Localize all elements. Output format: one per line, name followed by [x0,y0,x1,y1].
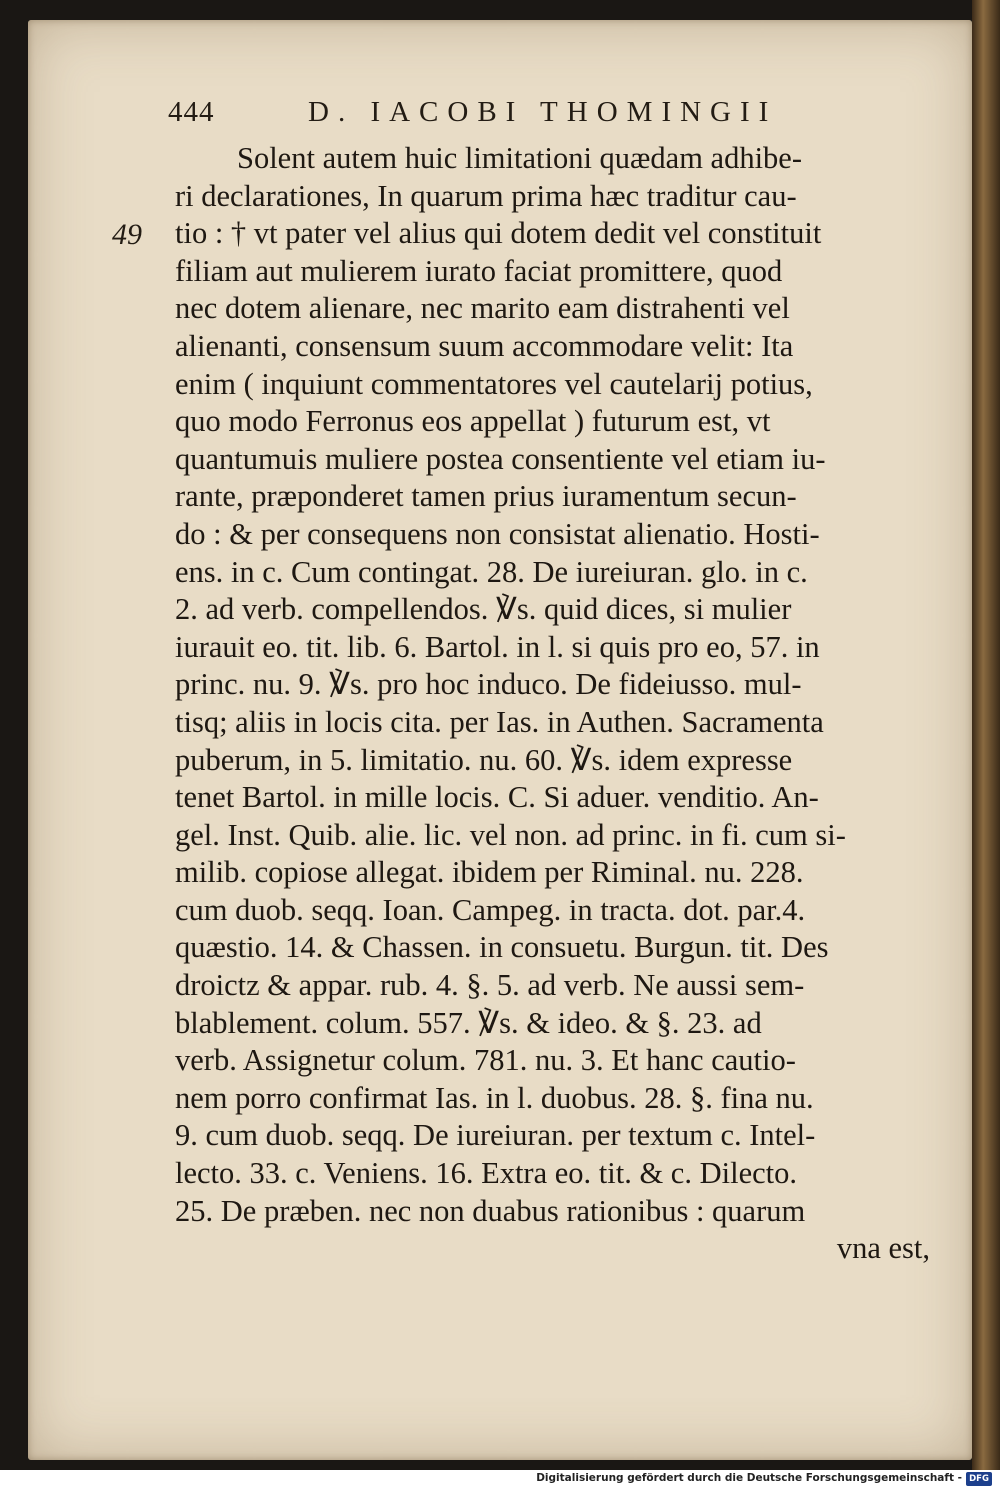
catchword: vna est, [836,1231,930,1266]
running-head [168,96,888,136]
text-line: nec dotem alienare, nec marito eam distrahenti vel [175,291,790,326]
header-title: D. IACOBI THOMINGII [308,96,778,128]
text-line: tenet Bartol. in mille locis. C. Si aduer. venditio. An- [175,780,819,815]
text-line: princ. nu. 9. ℣s. pro hoc induco. De fideiusso. mul- [175,667,802,702]
text-line: tio : † vt pater vel alius qui dotem dedit vel constituit [175,216,822,251]
text-line: droictz & appar. rub. 4. §. 5. ad verb. Ne aussi sem- [175,968,805,1003]
text-line: Solent autem huic limitationi quædam adhibe- [237,141,802,175]
text-line: 9. cum duob. seqq. De iureiuran. per textum c. Intel- [175,1118,816,1153]
text-line: puberum, in 5. limitatio. nu. 60. ℣s. idem expresse [175,742,793,777]
dfg-logo-icon: DFG [966,1472,992,1486]
text-line: tisq; aliis in locis cita. per Ias. in Authen. Sacramenta [175,704,824,739]
text-line: enim ( inquiunt commentatores vel cautelarij potius, [175,366,813,401]
footer-bar [0,1470,1000,1489]
text-line: quæstio. 14. & Chassen. in consuetu. Burgun. tit. Des [175,930,829,965]
text-line: lecto. 33. c. Veniens. 16. Extra eo. tit. & c. Dilecto. [175,1156,797,1191]
text-line: quo modo Ferronus eos appellat ) futurum est, vt [175,404,771,439]
book-edge [972,0,1000,1470]
body-text [175,140,930,1268]
text-line: iurauit eo. tit. lib. 6. Bartol. in l. si quis pro eo, 57. in [175,629,820,664]
text-line: do : & per consequens non consistat alienatio. Hosti- [175,516,820,551]
text-line: quantumuis muliere postea consentiente vel etiam iu- [175,441,826,476]
text-line: rante, præponderet tamen prius iuramentum secun- [175,479,797,514]
text-line: alienanti, consensum suum accommodare velit: Ita [175,328,794,363]
text-line: ri declarationes, In quarum prima hæc traditur cau- [175,178,797,213]
text-line: verb. Assignetur colum. 781. nu. 3. Et hanc cautio- [175,1043,796,1078]
text-line: cum duob. seqq. Ioan. Campeg. in tracta. dot. par.4. [175,892,806,927]
text-line: ens. in c. Cum contingat. 28. De iureiuran. glo. in c. [175,554,808,589]
text-line: 2. ad verb. compellendos. ℣s. quid dices, si mulier [175,592,792,627]
margin-note-number: 49 [112,218,142,251]
text-line: gel. Inst. Quib. alie. lic. vel non. ad princ. in fi. cum si- [175,817,846,852]
text-line: filiam aut mulierem iurato faciat promittere, quod [175,253,783,288]
text-line: nem porro confirmat Ias. in l. duobus. 28. §. fina nu. [175,1080,814,1115]
text-line: milib. copiose allegat. ibidem per Riminal. nu. 228. [175,855,804,890]
page-number: 444 [168,96,215,128]
text-line: blablement. colum. 557. ℣s. & ideo. & §. 23. ad [175,1005,762,1040]
text-line: 25. De præben. nec non duabus rationibus : quarum [175,1193,806,1228]
funding-credit: Digitalisierung gefördert durch die Deutsche Forschungsgemeinschaft - [536,1472,962,1484]
